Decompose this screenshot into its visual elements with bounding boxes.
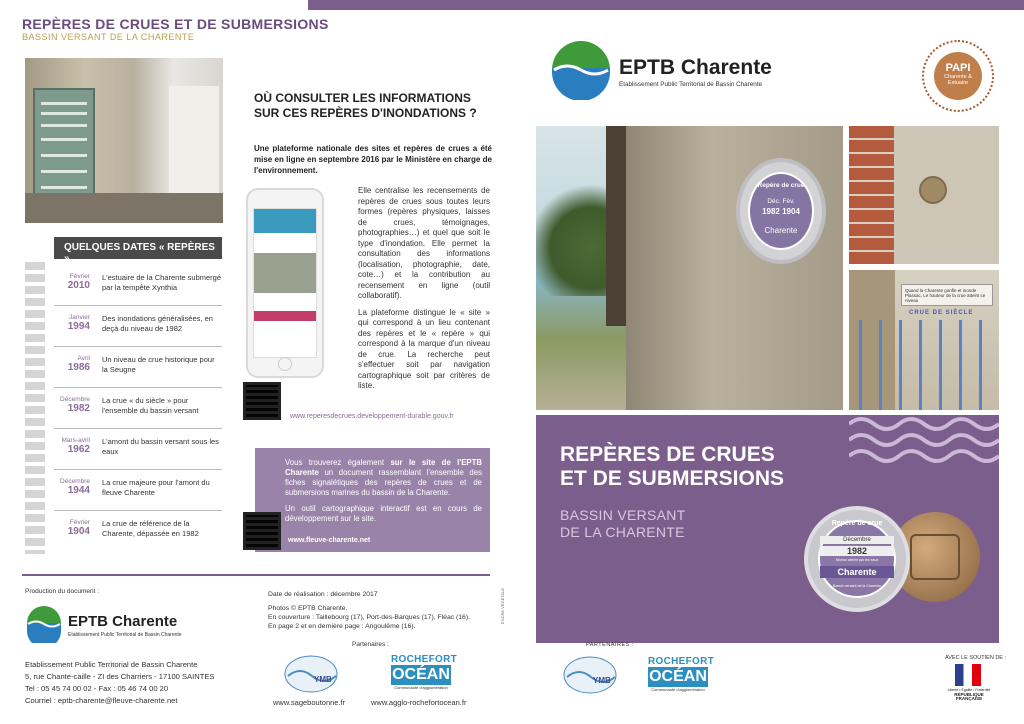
date-item	[54, 470, 222, 511]
date-item	[54, 511, 222, 552]
sageboutonne-link[interactable]: www.sageboutonne.fr	[273, 698, 346, 707]
date-year: 1944	[67, 485, 90, 496]
platform-link[interactable]: www.reperesdecrues.developpement-durable.gouv.fr	[290, 413, 454, 420]
page-title: REPÈRES DE CRUES ET DE SUBMERSIONS	[22, 16, 329, 32]
engraved-label: CRUE DE SIÈCLE	[909, 310, 974, 316]
cover-subtitle: BASSIN VERSANT DE LA CHARENTE	[560, 507, 686, 540]
flood-plaque: Repère de crue Déc. Fév. 1982 1904 Charente	[736, 158, 826, 264]
date-text: Un niveau de crue historique pour la Seugne	[102, 355, 215, 374]
eptb-logo-full: Etablissement Public Territorial de Bassin Charente	[68, 632, 182, 638]
qr-code-icon[interactable]	[243, 382, 281, 420]
date-year: 1962	[67, 444, 90, 455]
divider	[22, 574, 490, 576]
dates-heading: QUELQUES DATES « REPÈRES »	[54, 237, 222, 259]
date-item	[54, 347, 222, 388]
date-month: Mars-avril	[61, 437, 90, 444]
timeline-scale	[25, 262, 45, 554]
support-label: AVEC LE SOUTIEN DE :	[945, 655, 1007, 661]
info-body	[358, 186, 490, 398]
date-item	[54, 429, 222, 470]
date-month: Janvier	[69, 314, 90, 321]
photo-brick-wall-medal	[849, 126, 999, 264]
engraved-sign: Quand la Charente gonfle et inonde Plassac, Le hauteur de la crue atteint ce niveau	[901, 284, 993, 306]
eptb-logo-full: Etablissement Public Territorial de Bassin Charente	[619, 81, 763, 88]
date-year: 1982	[67, 403, 90, 414]
eptb-logo-name: EPTB Charente	[68, 613, 178, 630]
partners-label: Partenaires :	[352, 641, 389, 648]
date-month: Février	[69, 519, 90, 526]
date-year: 1986	[67, 362, 90, 373]
flag-icon	[955, 664, 981, 686]
info-title: OÙ CONSULTER LES INFORMATIONS SUR CES REPÈRES D'INONDATIONS ?	[254, 91, 477, 120]
ymb-logo	[284, 654, 338, 694]
eptb-logo-name: EPTB Charente	[619, 56, 772, 79]
republique-francaise-logo: Liberté • Égalité • Fraternité RÉPUBLIQUE FRANÇAISE	[943, 664, 995, 704]
cover-photo-plaque	[536, 126, 843, 410]
date-text: La crue majeure pour l'amont du fleuve Charente	[102, 478, 210, 497]
date-month: Février	[69, 273, 90, 280]
date-text: La crue « du siècle » pour l'ensemble du bassin versant	[102, 396, 199, 415]
partners-label: PARTENAIRES :	[586, 642, 634, 648]
date-month: Décembre	[60, 478, 90, 485]
ground	[25, 193, 223, 223]
cover-title: REPÈRES DE CRUES ET DE SUBMERSIONS	[560, 443, 785, 490]
date-item	[54, 388, 222, 429]
photo-flood-marker-wall	[25, 58, 223, 223]
date-month: Décembre	[60, 396, 90, 403]
bronze-marker	[919, 176, 947, 204]
box-paragraph: Un outil cartographique interactif est en cours de développement sur le site.	[285, 504, 482, 523]
date-text: Des inondations généralisées, en deçà du niveau de 1982	[102, 314, 213, 333]
address-block: Etablissement Public Territorial de Bassin Charente 5, rue Chante-caille - ZI des Charriers - 17100 SAINTES Tel : 05 45 74 00 02 - Fax : 05 46 74 00 20 Courriel : eptb-charente@fleuve-charente.net	[25, 660, 215, 705]
eptb-logo-large	[551, 40, 781, 100]
date-year: 1904	[67, 526, 90, 537]
date-month: Avril	[77, 355, 90, 362]
eptb-logo	[26, 603, 196, 643]
box-paragraph: Vous trouverez également sur le site de l'EPTB Charente un document rassemblant l'ensemble des fiches signalétiques des repères de crues et de submersions marines du bassin de la Charente.	[285, 458, 482, 497]
phone-home-button	[278, 357, 292, 371]
date-item	[54, 306, 222, 347]
svg-text:YMB: YMB	[593, 676, 611, 685]
date-year: 1994	[67, 321, 90, 332]
date-text: La crue de référence de la Charente, dépassée en 1982	[102, 519, 199, 538]
building	[169, 86, 219, 196]
flood-plaque-1982: Repère de crue Décembre 1982 Niveau atteint par les eaux Charente Bassin versant de la Charente	[804, 506, 910, 612]
papi-logo: PAPI Charente & Estuaire	[922, 40, 994, 112]
rochefort-ocean-logo: ROCHEFORT OCÉAN Communauté d'agglomération	[391, 654, 458, 690]
date-text: L'amont du bassin versant sous les eaux	[102, 437, 219, 456]
qr-code-icon[interactable]	[243, 512, 281, 550]
smartphone-illustration	[246, 188, 324, 378]
credits-block: Date de réalisation : décembre 2017 Photos © EPTB Charente. En couverture : Taillebourg (17), Port-des-Barques (17), Fléac (16). En page 2 et en dernière page : Angoulême (16).	[268, 591, 470, 630]
header-band	[308, 0, 1024, 10]
phone-screen	[253, 208, 317, 358]
agglo-link[interactable]: www.agglo-rochefortocean.fr	[371, 698, 467, 707]
production-label: Production du document :	[25, 588, 100, 595]
ymb-logo	[563, 655, 617, 695]
date-year: 2010	[67, 280, 90, 291]
photo-flood-scale	[849, 270, 999, 410]
waves-decoration	[849, 414, 999, 470]
date-item	[54, 265, 222, 306]
eptb-site-link[interactable]: www.fleuve-charente.net	[288, 537, 371, 544]
info-paragraph: La plateforme distingue le « site » qui correspond à un lieu contenant des repères et le « repère » qui correspond à la marque d'un niveau de crue. La recherche peut s'effectuer soit par navigation cartographique soit par critères de liste.	[358, 307, 490, 390]
info-paragraph: Elle centralise les recensements de repères de crues sous toutes leurs formes (repères physiques, laisses de crues, témoignages, photographies…) et quel que soit le type d'inondation. Elle permet la consultation des informations (localisation, photographie, date, cote…) et la contribution au recensement en ligne (outil collaboratif).	[358, 186, 490, 300]
date-text: L'estuaire de la Charente submergé par la tempête Xynthia	[102, 273, 222, 292]
page-subtitle: BASSIN VERSANT DE LA CHARENTE	[22, 32, 195, 42]
rochefort-ocean-logo: ROCHEFORT OCÉAN Communauté d'agglomération	[648, 656, 715, 692]
info-intro: Une plateforme nationale des sites et repères de crues a été mise en ligne en septembre 2016 par le Ministère en charge de l'environnement.	[254, 144, 492, 175]
print-code: ENCRE VÉGÉTALE	[500, 588, 505, 624]
svg-text:YMB: YMB	[314, 675, 332, 684]
